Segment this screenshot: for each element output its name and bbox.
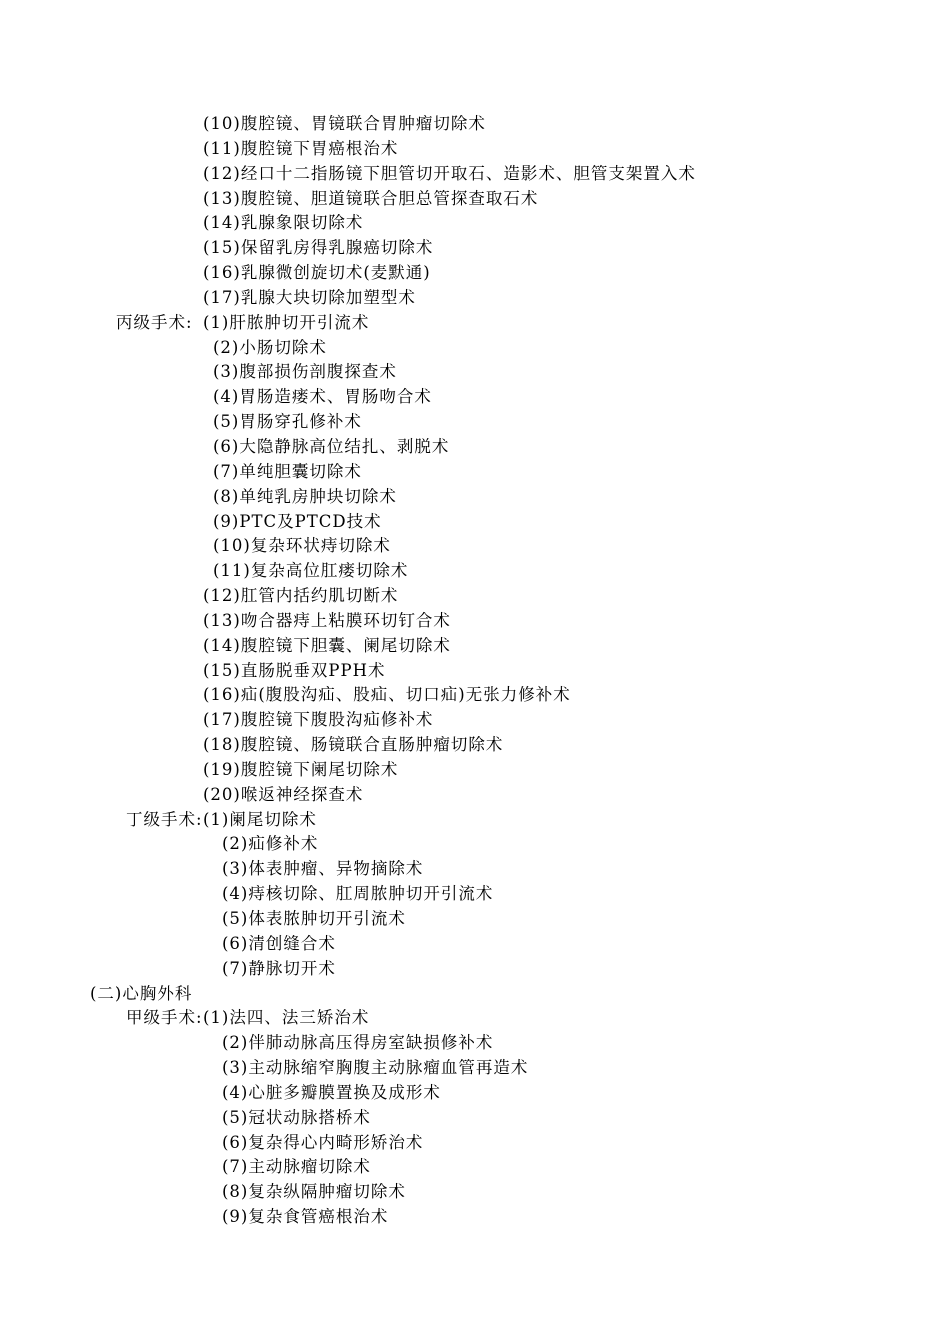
procedure-name: (6)清创缝合术	[222, 933, 336, 953]
procedure-name: (4)心脏多瓣膜置换及成形术	[222, 1082, 441, 1102]
procedure-name: (18)腹腔镜、肠镜联合直肠肿瘤切除术	[203, 735, 504, 755]
procedure-line	[0, 485, 950, 510]
procedure-name: (13)腹腔镜、胆道镜联合胆总管探查取石术	[203, 188, 539, 208]
procedure-name: (5)胃肠穿孔修补术	[213, 412, 362, 432]
procedure-name: (17)腹腔镜下腹股沟疝修补术	[203, 710, 434, 730]
category-heading-line	[0, 808, 950, 833]
procedure-name: (4)胃肠造瘘术、胃肠吻合术	[213, 387, 432, 407]
procedure-name: (1)阑尾切除术	[203, 809, 317, 829]
procedure-line	[0, 162, 950, 187]
procedure-line	[0, 1106, 950, 1131]
procedure-name: (6)大隐静脉高位结扎、剥脱术	[213, 436, 450, 456]
procedure-line	[0, 336, 950, 361]
procedure-name: (14)腹腔镜下胆囊、阑尾切除术	[203, 635, 451, 655]
procedure-line	[0, 659, 950, 684]
procedure-line	[0, 1056, 950, 1081]
procedure-name: (9)PTC及PTCD技术	[213, 511, 382, 531]
procedure-name: (16)乳腺微创旋切术(麦默通)	[203, 263, 431, 283]
surgery-grade-label: 丙级手术:	[116, 312, 193, 332]
procedure-name: (11)复杂高位肛瘘切除术	[213, 561, 409, 581]
procedure-line	[0, 261, 950, 286]
procedure-line	[0, 882, 950, 907]
procedure-line	[0, 1081, 950, 1106]
procedure-line	[0, 634, 950, 659]
procedure-name: (3)体表肿瘤、异物摘除术	[222, 859, 424, 879]
procedure-line	[0, 1031, 950, 1056]
procedure-name: (6)复杂得心内畸形矫治术	[222, 1132, 424, 1152]
section-heading-line	[0, 982, 950, 1007]
procedure-name: (16)疝(腹股沟疝、股疝、切口疝)无张力修补术	[203, 685, 571, 705]
procedure-name: (10)腹腔镜、胃镜联合胃肿瘤切除术	[203, 114, 486, 133]
section-title: (二)心胸外科	[90, 983, 193, 1003]
procedure-line	[0, 733, 950, 758]
procedure-line	[0, 758, 950, 783]
procedure-name: (3)腹部损伤剖腹探查术	[213, 362, 397, 382]
procedure-line	[0, 857, 950, 882]
procedure-name: (9)复杂食管癌根治术	[222, 1207, 389, 1227]
procedure-line	[0, 683, 950, 708]
procedure-line	[0, 832, 950, 857]
procedure-name: (19)腹腔镜下阑尾切除术	[203, 759, 399, 779]
procedure-line	[0, 112, 950, 137]
procedure-line	[0, 385, 950, 410]
procedure-name: (20)喉返神经探查术	[203, 784, 364, 804]
procedure-name: (2)疝修补术	[222, 834, 319, 854]
procedure-name: (11)腹腔镜下胃癌根治术	[203, 138, 399, 158]
category-heading-line	[0, 311, 950, 336]
procedure-line	[0, 957, 950, 982]
procedure-line	[0, 236, 950, 261]
procedure-line	[0, 1205, 950, 1230]
procedure-line	[0, 211, 950, 236]
procedure-name: (5)冠状动脉搭桥术	[222, 1107, 371, 1127]
procedure-name: (15)保留乳房得乳腺癌切除术	[203, 238, 434, 258]
procedure-name: (8)复杂纵隔肿瘤切除术	[222, 1182, 406, 1202]
procedure-line	[0, 609, 950, 634]
surgery-grade-label: 丁级手术:	[126, 809, 203, 829]
procedure-name: (7)静脉切开术	[222, 958, 336, 978]
document-body	[0, 112, 950, 1230]
procedure-line	[0, 783, 950, 808]
procedure-line	[0, 137, 950, 162]
procedure-name: (2)伴肺动脉高压得房室缺损修补术	[222, 1033, 494, 1053]
procedure-line	[0, 907, 950, 932]
procedure-name: (1)肝脓肿切开引流术	[203, 312, 370, 332]
procedure-line	[0, 534, 950, 559]
procedure-line	[0, 584, 950, 609]
procedure-line	[0, 410, 950, 435]
procedure-line	[0, 1180, 950, 1205]
procedure-line	[0, 510, 950, 535]
procedure-name: (12)经口十二指肠镜下胆管切开取石、造影术、胆管支架置入术	[203, 163, 696, 183]
procedure-name: (17)乳腺大块切除加塑型术	[203, 287, 416, 307]
procedure-name: (7)单纯胆囊切除术	[213, 461, 362, 481]
procedure-name: (12)肛管内括约肌切断术	[203, 586, 399, 606]
procedure-line	[0, 932, 950, 957]
procedure-name: (4)痔核切除、肛周脓肿切开引流术	[222, 884, 494, 904]
procedure-line	[0, 1131, 950, 1156]
procedure-line	[0, 286, 950, 311]
procedure-name: (1)法四、法三矫治术	[203, 1008, 370, 1028]
procedure-line	[0, 1155, 950, 1180]
procedure-name: (7)主动脉瘤切除术	[222, 1157, 371, 1177]
procedure-line	[0, 187, 950, 212]
procedure-line	[0, 460, 950, 485]
procedure-name: (13)吻合器痔上粘膜环切钉合术	[203, 610, 451, 630]
procedure-name: (14)乳腺象限切除术	[203, 213, 364, 233]
surgery-grade-label: 甲级手术:	[126, 1008, 203, 1028]
procedure-line	[0, 435, 950, 460]
procedure-line	[0, 708, 950, 733]
procedure-line	[0, 559, 950, 584]
procedure-name: (10)复杂环状痔切除术	[213, 536, 391, 556]
category-heading-line	[0, 1006, 950, 1031]
procedure-line	[0, 360, 950, 385]
procedure-name: (15)直肠脱垂双PPH术	[203, 660, 386, 680]
procedure-name: (5)体表脓肿切开引流术	[222, 909, 406, 928]
procedure-name: (3)主动脉缩窄胸腹主动脉瘤血管再造术	[222, 1058, 529, 1078]
procedure-name: (8)单纯乳房肿块切除术	[213, 486, 397, 506]
procedure-name: (2)小肠切除术	[213, 337, 327, 357]
